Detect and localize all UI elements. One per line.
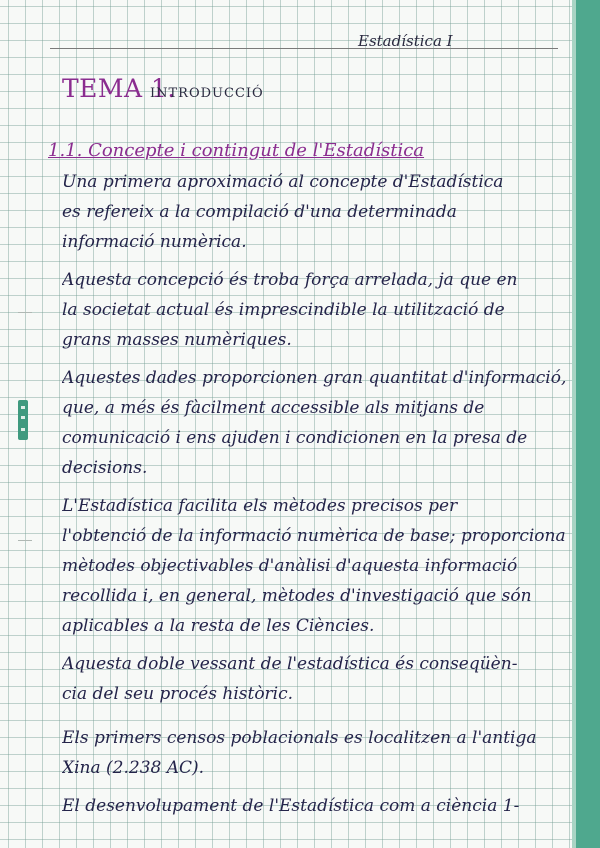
text-line: El desenvolupament de l'Estadística com a ciència 1- <box>62 796 520 816</box>
text-line: Els primers censos poblacionals es localitzen a l'antiga <box>62 728 537 748</box>
text-line: informació numèrica. <box>62 232 247 252</box>
text-line: que, a més és fàcilment accessible als mitjans de <box>62 398 485 418</box>
text-line: cia del seu procés històric. <box>62 684 294 704</box>
header-title: Estadística I <box>358 32 453 50</box>
text-line: es refereix a la compilació d'una determinada <box>62 202 457 222</box>
topic-title: INTRODUCCIÓ <box>150 86 264 101</box>
text-line: aplicables a la resta de les Ciències. <box>62 616 375 636</box>
margin-mark <box>18 312 32 313</box>
text-line: grans masses numèriques. <box>62 330 292 350</box>
text-line: Aquesta doble vessant de l'estadística és conseqüèn- <box>62 654 518 674</box>
text-line: comunicació i ens ajuden i condicionen en la presa de <box>62 428 528 448</box>
text-line: la societat actual és imprescindible la utilització de <box>62 300 505 320</box>
text-line: Aquesta concepció és troba força arrelada, ja que en <box>62 270 518 290</box>
section-title: 1.1. Concepte i contingut de l'Estadística <box>48 140 425 161</box>
text-line: L'Estadística facilita els mètodes precisos per <box>62 496 458 516</box>
text-line: Aquestes dades proporcionen gran quantitat d'informació, <box>62 368 567 388</box>
topic-label: TEMA 1. <box>62 74 176 103</box>
header-rule <box>50 48 558 49</box>
margin-mark <box>18 540 32 541</box>
text-line: l'obtenció de la informació numèrica de base; proporciona <box>62 526 566 546</box>
text-line: Xina (2.238 AC). <box>62 758 205 778</box>
spine-tag <box>18 400 28 440</box>
text-line: mètodes objectivables d'anàlisi d'aquesta informació <box>62 556 518 576</box>
binding-spine <box>576 0 600 848</box>
text-line: recollida i, en general, mètodes d'investigació que són <box>62 586 532 606</box>
text-line: Una primera aproximació al concepte d'Estadística <box>62 172 504 192</box>
text-line: decisions. <box>62 458 148 478</box>
